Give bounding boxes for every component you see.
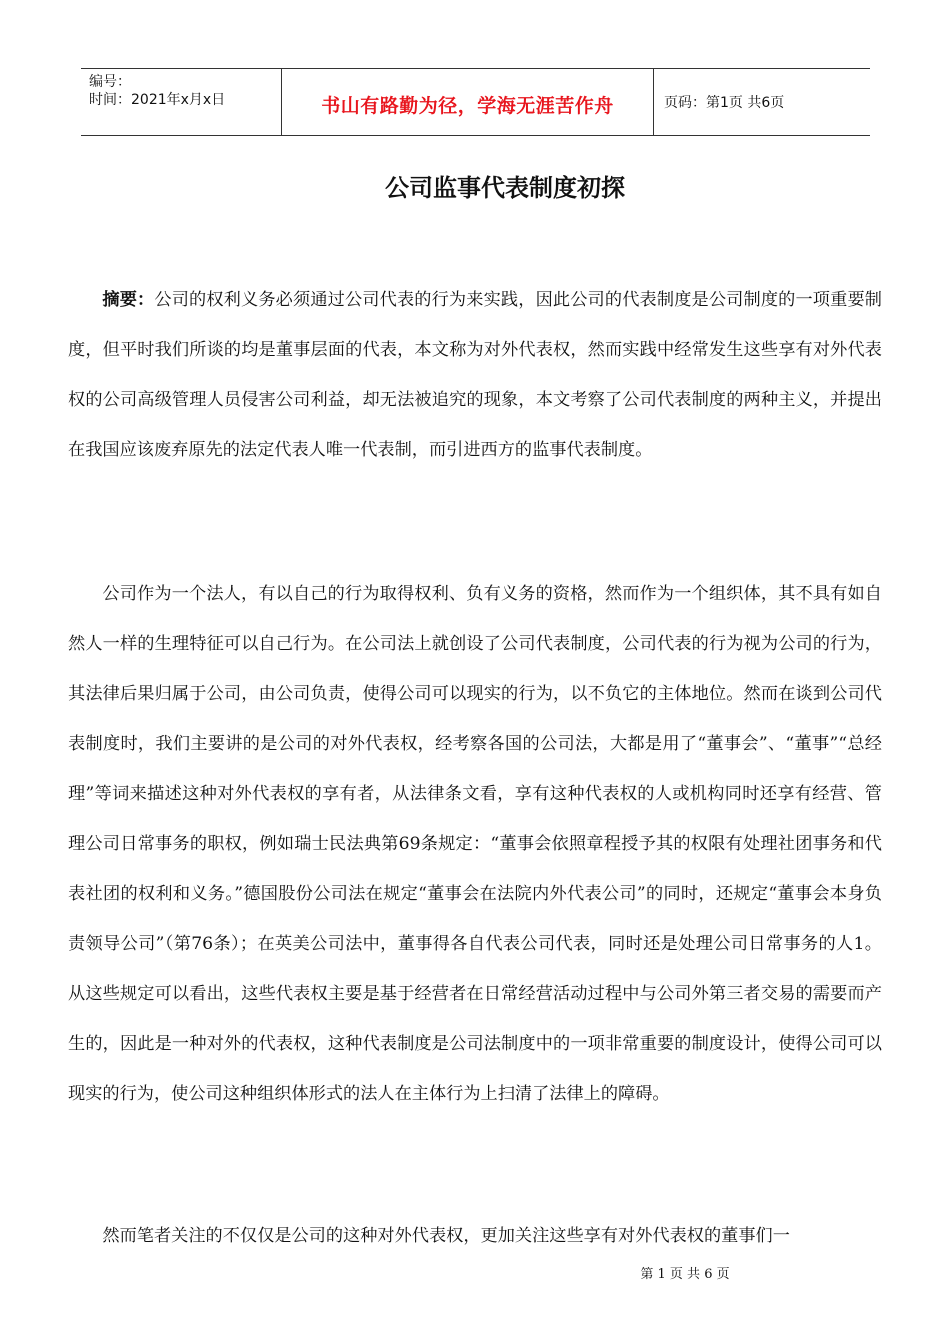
document-title: 公司监事代表制度初探 [385,174,625,202]
abstract-text: 公司的权利义务必须通过公司代表的行为来实践，因此公司的代表制度是公司制度的一项重要制度，但平时我们所谈的均是董事层面的代表，本文称为对外代表权，然而实践中经常发生这些享有对外代表权的公司高级管理人员侵害公司利益，却无法被追究的现象，本文考察了公司代表制度的两种主义，并提出在我国应该废弃原先的法定代表人唯一代表制，而引进西方的监事代表制度。 [68,290,882,460]
header-meta-cell [81,69,282,135]
document-number-label: 编号： [89,74,131,90]
document-date-label: 时间：2021年x月x日 [89,92,226,108]
page-header [81,68,870,136]
header-motto-cell [282,69,654,135]
header-motto: 书山有路勤为径，学海无涯苦作舟 [321,94,614,117]
abstract-label: 摘要： [102,290,155,310]
header-page-cell [654,69,870,135]
header-page-info: 页码：第1页 共6页 [664,95,785,111]
body-paragraph-2: 然而笔者关注的不仅仅是公司的这种对外代表权，更加关注这些享有对外代表权的董事们一 [102,1226,790,1246]
page-footer: 第 1 页 共 6 页 [640,1267,730,1282]
body-paragraph-1: 公司作为一个法人，有以自己的行为取得权利、负有义务的资格，然而作为一个组织体，其不具有如自然人一样的生理特征可以自己行为。在公司法上就创设了公司代表制度，公司代表的行为视为公司的行为，其法律后果归属于公司，由公司负责，使得公司可以现实的行为，以不负它的主体地位。然而在谈到公司代表制度时，我们主要讲的是公司的对外代表权，经考察各国的公司法，大都是用了“董事会”、“董事”“总经理”等词来描述这种对外代表权的享有者，从法律条文看，享有这种代表权的人或机构同时还享有经营、管理公司日常事务的职权，例如瑞士民法典第69条规定：“董事会依照章程授予其的权限有处理社团事务和代表社团的权利和义务。”德国股份公司法在规定“董事会在法院内外代表公司”的同时，还规定“董事会本身负责领导公司”（第76条）；在英美公司法中，董事得各自代表公司代表，同时还是处理公司日常事务的人1。从这些规定可以看出，这些代表权主要是基于经营者在日常经营活动过程中与公司外第三者交易的需要而产生的，因此是一种对外的代表权，这种代表制度是公司法制度中的一项非常重要的制度设计，使得公司可以现实的行为，使公司这种组织体形式的法人在主体行为上扫清了法律上的障碍。 [68,584,882,1104]
abstract-paragraph [68,275,882,475]
